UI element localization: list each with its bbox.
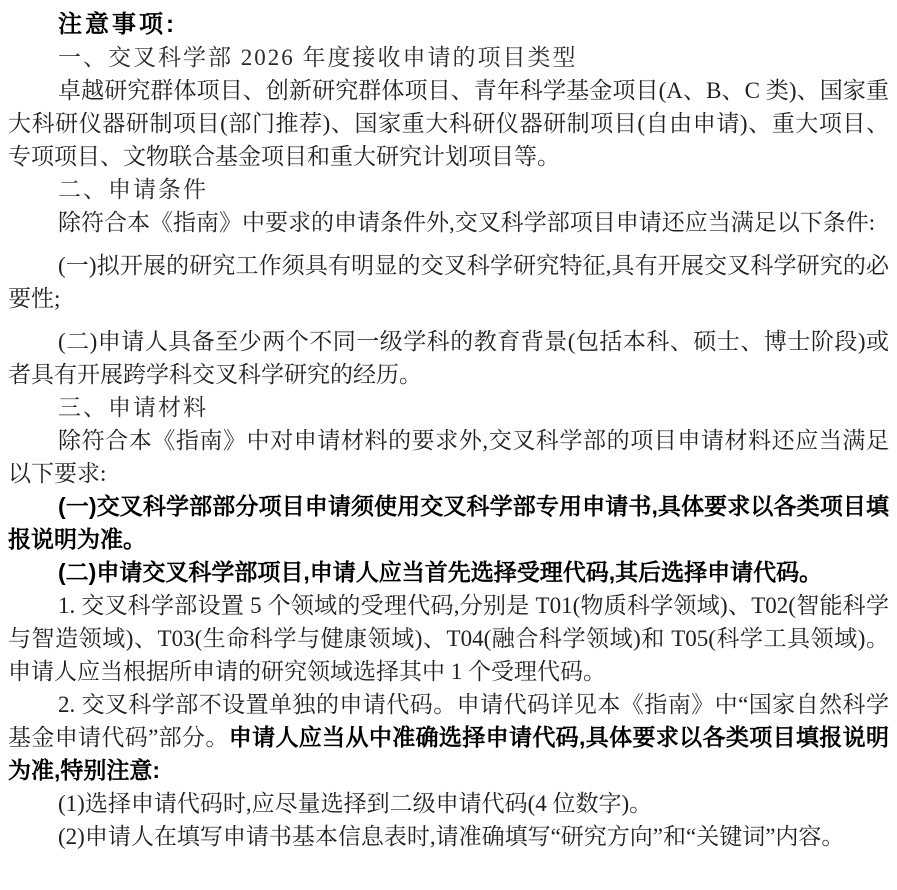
text-run: (1)选择申请代码时,应尽量选择到二级申请代码(4 位数字)。: [58, 791, 653, 816]
bold-text-run: (二)申请交叉科学部项目,申请人应当首先选择受理代码,其后选择申请代码。: [58, 559, 823, 585]
section-2-title: [8, 173, 889, 206]
requirement-2-paragraph: [8, 556, 889, 589]
text-run: 卓越研究群体项目、创新研究群体项目、青年科学基金项目(A、B、C 类)、国家重大科研仪器研制项目(部门推荐)、国家重大科研仪器研制项目(自由申请)、重大项目、专项项目、文物联合基金项目和重大研究计划项目等。: [8, 78, 889, 169]
project-types-paragraph: [8, 74, 889, 173]
section-1-title: [8, 41, 889, 74]
text-run: 除符合本《指南》中要求的申请条件外,交叉科学部项目申请还应当满足以下条件:: [58, 210, 876, 235]
notes-heading: [8, 8, 889, 41]
text-run: 二、申请条件: [58, 177, 208, 202]
text-run: 一、交叉科学部 2026 年度接收申请的项目类型: [58, 45, 578, 70]
condition-1-paragraph: [8, 249, 889, 315]
text-run: (一)拟开展的研究工作须具有明显的交叉科学研究特征,具有开展交叉科学研究的必要性;: [8, 253, 889, 311]
bold-text-run: 申请人应当从中准确选择申请代码,具体要求以各类项目填报说明为准,特别注意:: [8, 724, 889, 783]
requirement-1-paragraph: [8, 490, 889, 556]
section-3-title: [8, 391, 889, 424]
text-run: (2)申请人在填写申请书基本信息表时,请准确填写“研究方向”和“关键词”内容。: [58, 824, 845, 849]
note-2-paragraph: [8, 820, 889, 853]
bold-text-run: (一)交叉科学部部分项目申请须使用交叉科学部专用申请书,具体要求以各类项目填报说明为准。: [8, 493, 889, 552]
text-run: (二)申请人具备至少两个不同一级学科的教育背景(包括本科、硕士、博士阶段)或者具有开展跨学科交叉科学研究的经历。: [8, 329, 889, 387]
acceptance-codes-paragraph: [8, 589, 889, 688]
application-codes-paragraph: [8, 688, 889, 787]
text-run: 1. 交叉科学部设置 5 个领域的受理代码,分别是 T01(物质科学领域)、T02(智能科学与智造领域)、T03(生命科学与健康领域)、T04(融合科学领域)和 T05(科学工具领域)。申请人应当根据所申请的研究领域选择其中 1 个受理代码。: [8, 593, 889, 684]
document-body: [8, 8, 889, 853]
materials-intro-paragraph: [8, 424, 889, 490]
note-1-paragraph: [8, 787, 889, 820]
condition-2-paragraph: [8, 325, 889, 391]
text-run: 三、申请材料: [58, 395, 208, 420]
text-run: 2. 交叉科学部不设置单独的申请代码。申请代码详见本《指南》中“国家自然科学基金申请代码”部分。: [8, 692, 889, 750]
text-run: 除符合本《指南》中对申请材料的要求外,交叉科学部的项目申请材料还应当满足以下要求:: [8, 428, 889, 486]
bold-text-run: 注意事项:: [58, 11, 177, 38]
conditions-intro-paragraph: [8, 206, 889, 239]
